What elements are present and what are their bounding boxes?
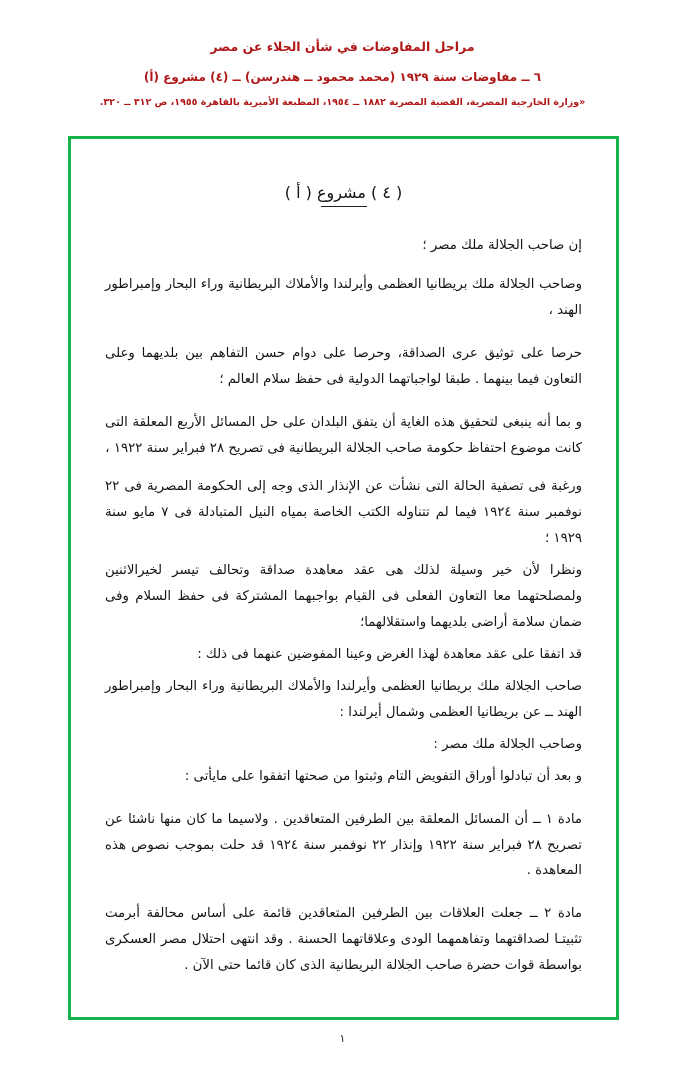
article-paragraph: مادة ٢ ــ جعلت العلاقات بين الطرفين المتعاقدين قائمة على أساس محالفة أبرمت تثبيتـا لصداقتهما وتفاهمهما الودى وعلاقاتهما الحسنة . وقد انتهى احتلال مصر العسكرى بواسطة قوات حضرة صاحب الجلالة البريطانية الذى كان قائما حتى الآن . [105,906,582,974]
document-title: ( ٤ ) مشروع ( أ ) [284,183,403,202]
page-header [0,0,685,110]
paragraph: ورغبة فى تصفية الحالة التى نشأت عن الإنذار الذى وجه إلى الحكومة المصرية فى ٢٢ نوفمبر سنة ١٩٢٤ فيما لم تتناوله الكتب الخاصة بمياه النيل المتبادلة فى ٧ مايو سنة ١٩٢٩ ؛ [105,479,582,547]
header-subtitle-line: ٦ ــ مفاوضات سنة ١٩٢٩ (محمد محمود ــ هندرسن) ــ (٤) مشروع (أ) [143,69,542,84]
paragraph: وصاحب الجلالة ملك بريطانيا العظمى وأيرلندا والأملاك البريطانية وراء البحار وإمبراطور الهند ، [105,276,582,318]
paragraph: ونظرا لأن خير وسيلة لذلك هى عقد معاهدة صداقة وتحالف تيسر لخيرالاثنين ولمصلحتهما معا التعاون الفعلى فى القيام بواجبهما المشتركة فى حفظ السلام وفى ضمان سلامة أراضى بلديهما واستقلالهما؛ [105,563,582,631]
header-title-line: مراحل المفاوضات في شأن الجلاء عن مصر [210,39,475,54]
paragraph: وصاحب الجلالة ملك مصر : [433,736,582,752]
title-underline [321,206,367,207]
document-content [71,139,616,1017]
paragraph: صاحب الجلالة ملك بريطانيا العظمى وأيرلندا والأملاك البريطانية وراء البحار وإمبراطور الهند ــ عن بريطانيا العظمى وشمال أيرلندا : [105,678,582,720]
paragraph: و بما أنه ينبغى لتحقيق هذه الغاية أن يتفق البلدان على حل المسائل الأربع المعلقة التى كانت موضوع احتفاظ حكومة صاحب الجلالة البريطانية فى تصريح ٢٨ فبراير سنة ١٩٢٢ ، [105,414,582,456]
header-source-line: «وزارة الخارجية المصرية، القضية المصرية ١٨٨٢ ــ ١٩٥٤، المطبعة الأميرية بالقاهرة ١٩٥٥، ص ٣١٢ ــ ٣٢٠. [99,96,586,108]
article-paragraph: مادة ١ ــ أن المسائل المعلقة بين الطرفين المتعاقدين . ولاسيما ما كان منها ناشئا عن تصريح ٢٨ فبراير سنة ١٩٢٢ وإنذار ٢٢ نوفمبر سنة ١٩٢٤ قد حلت بموجب نصوص هذه المعاهدة . [105,811,582,879]
paragraph: إن صاحب الجلالة ملك مصر ؛ [422,238,582,253]
document-frame [68,136,619,1020]
paragraph: حرصا على توثيق عرى الصداقة، وحرصا على دوام حسن التفاهم بين بلديهما وعلى التعاون فيما بينهما . طبقا لواجباتهما الدولية فى حفظ سلام العالم ؛ [105,345,582,387]
page-number: ١ [339,1032,346,1045]
document-body [105,233,582,979]
paragraph: قد اتفقا على عقد معاهدة لهذا الغرض وعينا المفوضين عنهما فى ذلك : [197,646,582,662]
paragraph: و بعد أن تبادلوا أوراق التفويض التام وثبتوا من صحتها اتفقوا على مايأتى : [184,768,582,784]
